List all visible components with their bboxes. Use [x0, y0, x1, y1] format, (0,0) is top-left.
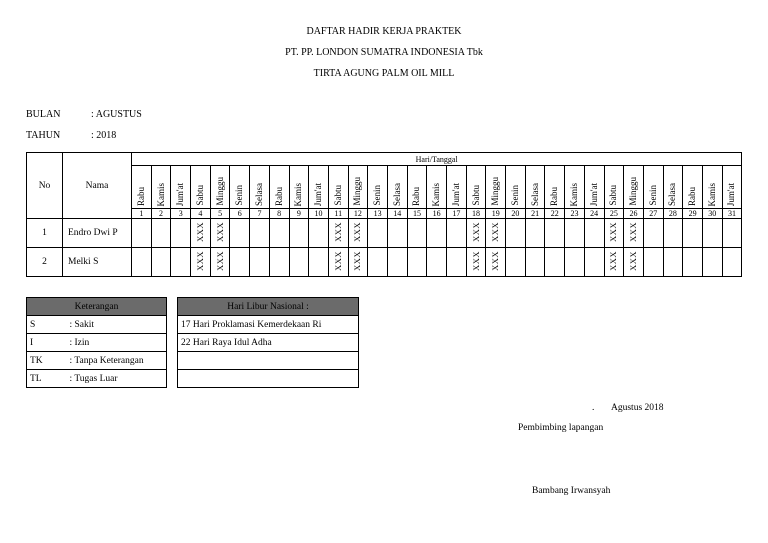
day-header	[151, 166, 171, 209]
date-number: 28	[663, 209, 683, 219]
attendance-cell	[683, 219, 703, 248]
day-header	[289, 166, 309, 209]
day-name: Sabtu	[470, 185, 481, 206]
attendance-cell	[151, 248, 171, 277]
name-header: Nama	[63, 153, 132, 219]
signature-role: Pembimbing lapangan	[518, 423, 604, 433]
table-row	[27, 248, 742, 277]
attendance-cell	[466, 219, 486, 248]
day-name: Senin	[234, 185, 245, 206]
attendance-cell	[210, 248, 230, 277]
attendance-mark: XXX	[352, 251, 363, 271]
keterangan-row	[27, 334, 167, 352]
keterangan-code: TK	[27, 352, 67, 370]
day-header	[466, 166, 486, 209]
attendance-mark: XXX	[214, 222, 225, 242]
date-number: 11	[328, 209, 348, 219]
attendance-cell	[722, 219, 742, 248]
libur-row	[178, 352, 359, 370]
mill-name: TIRTA AGUNG PALM OIL MILL	[313, 68, 455, 79]
attendance-cell	[506, 248, 526, 277]
attendance-cell	[486, 219, 506, 248]
day-header	[230, 166, 250, 209]
attendance-cell	[643, 219, 663, 248]
attendance-cell	[486, 248, 506, 277]
bulan-label: BULAN	[26, 109, 61, 120]
day-header	[702, 166, 722, 209]
keterangan-title: Keterangan	[27, 298, 167, 316]
date-number: 17	[447, 209, 467, 219]
day-name: Minggu	[490, 177, 501, 206]
date-number: 9	[289, 209, 309, 219]
date-number: 20	[506, 209, 526, 219]
day-header	[447, 166, 467, 209]
attendance-cell	[545, 219, 565, 248]
date-number: 16	[427, 209, 447, 219]
date-number: 8	[269, 209, 289, 219]
day-name: Kamis	[568, 182, 579, 206]
date-number: 4	[191, 209, 211, 219]
date-number: 25	[604, 209, 624, 219]
libur-item: 22 Hari Raya Idul Adha	[178, 334, 359, 352]
attendance-cell	[663, 219, 683, 248]
day-header	[584, 166, 604, 209]
day-header	[506, 166, 526, 209]
attendance-table	[26, 152, 742, 277]
row-name: Melki S	[63, 248, 132, 277]
attendance-cell	[171, 248, 191, 277]
day-header	[132, 166, 152, 209]
keterangan-table	[26, 297, 167, 388]
attendance-mark: XXX	[214, 251, 225, 271]
attendance-cell	[132, 219, 152, 248]
date-number: 24	[584, 209, 604, 219]
date-number: 13	[368, 209, 388, 219]
date-number: 15	[407, 209, 427, 219]
day-name: Minggu	[214, 177, 225, 206]
date-number: 18	[466, 209, 486, 219]
keterangan-row	[27, 370, 167, 388]
bulan-value: : AGUSTUS	[91, 109, 142, 120]
libur-item	[178, 352, 359, 370]
attendance-cell	[132, 248, 152, 277]
attendance-cell	[387, 219, 407, 248]
attendance-cell	[604, 248, 624, 277]
day-name: Senin	[372, 185, 383, 206]
attendance-cell	[191, 248, 211, 277]
day-name: Selasa	[391, 183, 402, 206]
attendance-mark: XXX	[194, 251, 205, 271]
attendance-cell	[663, 248, 683, 277]
attendance-mark: XXX	[628, 222, 639, 242]
signature-dot: .	[592, 403, 595, 413]
attendance-cell	[506, 219, 526, 248]
day-name: Sabtu	[194, 185, 205, 206]
day-header	[309, 166, 329, 209]
doc-title: DAFTAR HADIR KERJA PRAKTEK	[306, 26, 462, 37]
day-header	[427, 166, 447, 209]
attendance-cell	[368, 248, 388, 277]
date-number: 19	[486, 209, 506, 219]
day-name: Kamis	[706, 182, 717, 206]
day-name: Jum'at	[175, 182, 186, 206]
attendance-cell	[368, 219, 388, 248]
signature-name: Bambang Irwansyah	[532, 486, 611, 496]
date-number: 1	[132, 209, 152, 219]
day-name: Rabu	[549, 187, 560, 206]
day-header	[368, 166, 388, 209]
date-number: 3	[171, 209, 191, 219]
libur-row	[178, 334, 359, 352]
day-header	[683, 166, 703, 209]
day-name: Kamis	[293, 182, 304, 206]
row-number: 1	[27, 219, 63, 248]
attendance-cell	[447, 248, 467, 277]
attendance-cell	[250, 248, 270, 277]
attendance-cell	[525, 219, 545, 248]
attendance-cell	[309, 219, 329, 248]
attendance-cell	[584, 219, 604, 248]
attendance-mark: XXX	[628, 251, 639, 271]
date-number: 2	[151, 209, 171, 219]
keterangan-desc: : Sakit	[67, 316, 167, 334]
attendance-cell	[387, 248, 407, 277]
date-number: 30	[702, 209, 722, 219]
attendance-cell	[447, 219, 467, 248]
attendance-cell	[466, 248, 486, 277]
day-name: Rabu	[411, 187, 422, 206]
day-header	[663, 166, 683, 209]
attendance-cell	[348, 219, 368, 248]
attendance-cell	[210, 219, 230, 248]
date-number: 29	[683, 209, 703, 219]
day-header	[545, 166, 565, 209]
attendance-mark: XXX	[470, 251, 481, 271]
day-header	[210, 166, 230, 209]
attendance-cell	[348, 248, 368, 277]
date-number: 27	[643, 209, 663, 219]
day-header	[565, 166, 585, 209]
attendance-cell	[191, 219, 211, 248]
attendance-cell	[624, 248, 644, 277]
attendance-mark: XXX	[470, 222, 481, 242]
day-name: Jum'at	[450, 182, 461, 206]
attendance-cell	[702, 248, 722, 277]
date-number: 22	[545, 209, 565, 219]
date-number: 23	[565, 209, 585, 219]
day-name: Rabu	[687, 187, 698, 206]
libur-row	[178, 370, 359, 388]
attendance-cell	[565, 219, 585, 248]
day-name: Selasa	[253, 183, 264, 206]
date-number: 5	[210, 209, 230, 219]
attendance-mark: XXX	[332, 222, 343, 242]
day-name: Kamis	[431, 182, 442, 206]
keterangan-desc: : Tanpa Keterangan	[67, 352, 167, 370]
attendance-cell	[427, 219, 447, 248]
date-number: 14	[387, 209, 407, 219]
table-row	[27, 219, 742, 248]
attendance-mark: XXX	[608, 222, 619, 242]
attendance-cell	[230, 248, 250, 277]
day-name: Sabtu	[608, 185, 619, 206]
attendance-cell	[604, 219, 624, 248]
day-name: Selasa	[667, 183, 678, 206]
tahun-label: TAHUN	[26, 130, 61, 141]
attendance-mark: XXX	[332, 251, 343, 271]
day-name: Minggu	[352, 177, 363, 206]
libur-item: 17 Hari Proklamasi Kemerdekaan Ri	[178, 316, 359, 334]
day-name: Selasa	[529, 183, 540, 206]
date-number: 21	[525, 209, 545, 219]
day-name: Jum'at	[726, 182, 737, 206]
attendance-mark: XXX	[352, 222, 363, 242]
day-header	[407, 166, 427, 209]
attendance-mark: XXX	[194, 222, 205, 242]
day-header	[269, 166, 289, 209]
keterangan-row	[27, 352, 167, 370]
attendance-cell	[407, 219, 427, 248]
attendance-cell	[525, 248, 545, 277]
hari-tanggal-header: Hari/Tanggal	[132, 153, 742, 166]
attendance-cell	[683, 248, 703, 277]
day-header	[387, 166, 407, 209]
no-header: No	[27, 153, 63, 219]
date-number: 31	[722, 209, 742, 219]
row-number: 2	[27, 248, 63, 277]
attendance-cell	[269, 219, 289, 248]
company-name: PT. PP. LONDON SUMATRA INDONESIA Tbk	[285, 47, 483, 58]
attendance-cell	[328, 248, 348, 277]
day-name: Rabu	[135, 187, 146, 206]
libur-item	[178, 370, 359, 388]
attendance-cell	[309, 248, 329, 277]
attendance-cell	[702, 219, 722, 248]
date-number: 7	[250, 209, 270, 219]
day-name: Sabtu	[332, 185, 343, 206]
attendance-cell	[545, 248, 565, 277]
keterangan-desc: : Tugas Luar	[67, 370, 167, 388]
attendance-mark: XXX	[490, 251, 501, 271]
attendance-cell	[643, 248, 663, 277]
day-header	[486, 166, 506, 209]
attendance-mark: XXX	[608, 251, 619, 271]
date-number: 10	[309, 209, 329, 219]
attendance-cell	[722, 248, 742, 277]
day-header	[328, 166, 348, 209]
day-name: Senin	[509, 185, 520, 206]
day-name: Kamis	[155, 182, 166, 206]
keterangan-desc: : Izin	[67, 334, 167, 352]
day-header	[348, 166, 368, 209]
attendance-cell	[269, 248, 289, 277]
day-header	[722, 166, 742, 209]
day-header	[171, 166, 191, 209]
attendance-cell	[584, 248, 604, 277]
attendance-cell	[289, 219, 309, 248]
day-name: Jum'at	[588, 182, 599, 206]
day-header	[643, 166, 663, 209]
attendance-cell	[250, 219, 270, 248]
attendance-cell	[624, 219, 644, 248]
day-header	[604, 166, 624, 209]
attendance-mark: XXX	[490, 222, 501, 242]
date-number: 6	[230, 209, 250, 219]
day-header	[250, 166, 270, 209]
date-number: 26	[624, 209, 644, 219]
day-name: Minggu	[628, 177, 639, 206]
libur-row	[178, 316, 359, 334]
attendance-cell	[151, 219, 171, 248]
attendance-cell	[427, 248, 447, 277]
attendance-cell	[565, 248, 585, 277]
day-name: Rabu	[273, 187, 284, 206]
libur-table	[177, 297, 359, 388]
attendance-cell	[328, 219, 348, 248]
date-number: 12	[348, 209, 368, 219]
attendance-cell	[230, 219, 250, 248]
attendance-cell	[289, 248, 309, 277]
row-name: Endro Dwi P	[63, 219, 132, 248]
day-header	[624, 166, 644, 209]
keterangan-code: I	[27, 334, 67, 352]
attendance-cell	[171, 219, 191, 248]
keterangan-code: S	[27, 316, 67, 334]
tahun-value: : 2018	[91, 130, 117, 141]
day-header	[191, 166, 211, 209]
day-name: Senin	[647, 185, 658, 206]
attendance-cell	[407, 248, 427, 277]
libur-title: Hari Libur Nasional :	[178, 298, 359, 316]
keterangan-row	[27, 316, 167, 334]
keterangan-code: TL	[27, 370, 67, 388]
day-header	[525, 166, 545, 209]
day-name: Jum'at	[313, 182, 324, 206]
signature-date: Agustus 2018	[611, 403, 664, 413]
